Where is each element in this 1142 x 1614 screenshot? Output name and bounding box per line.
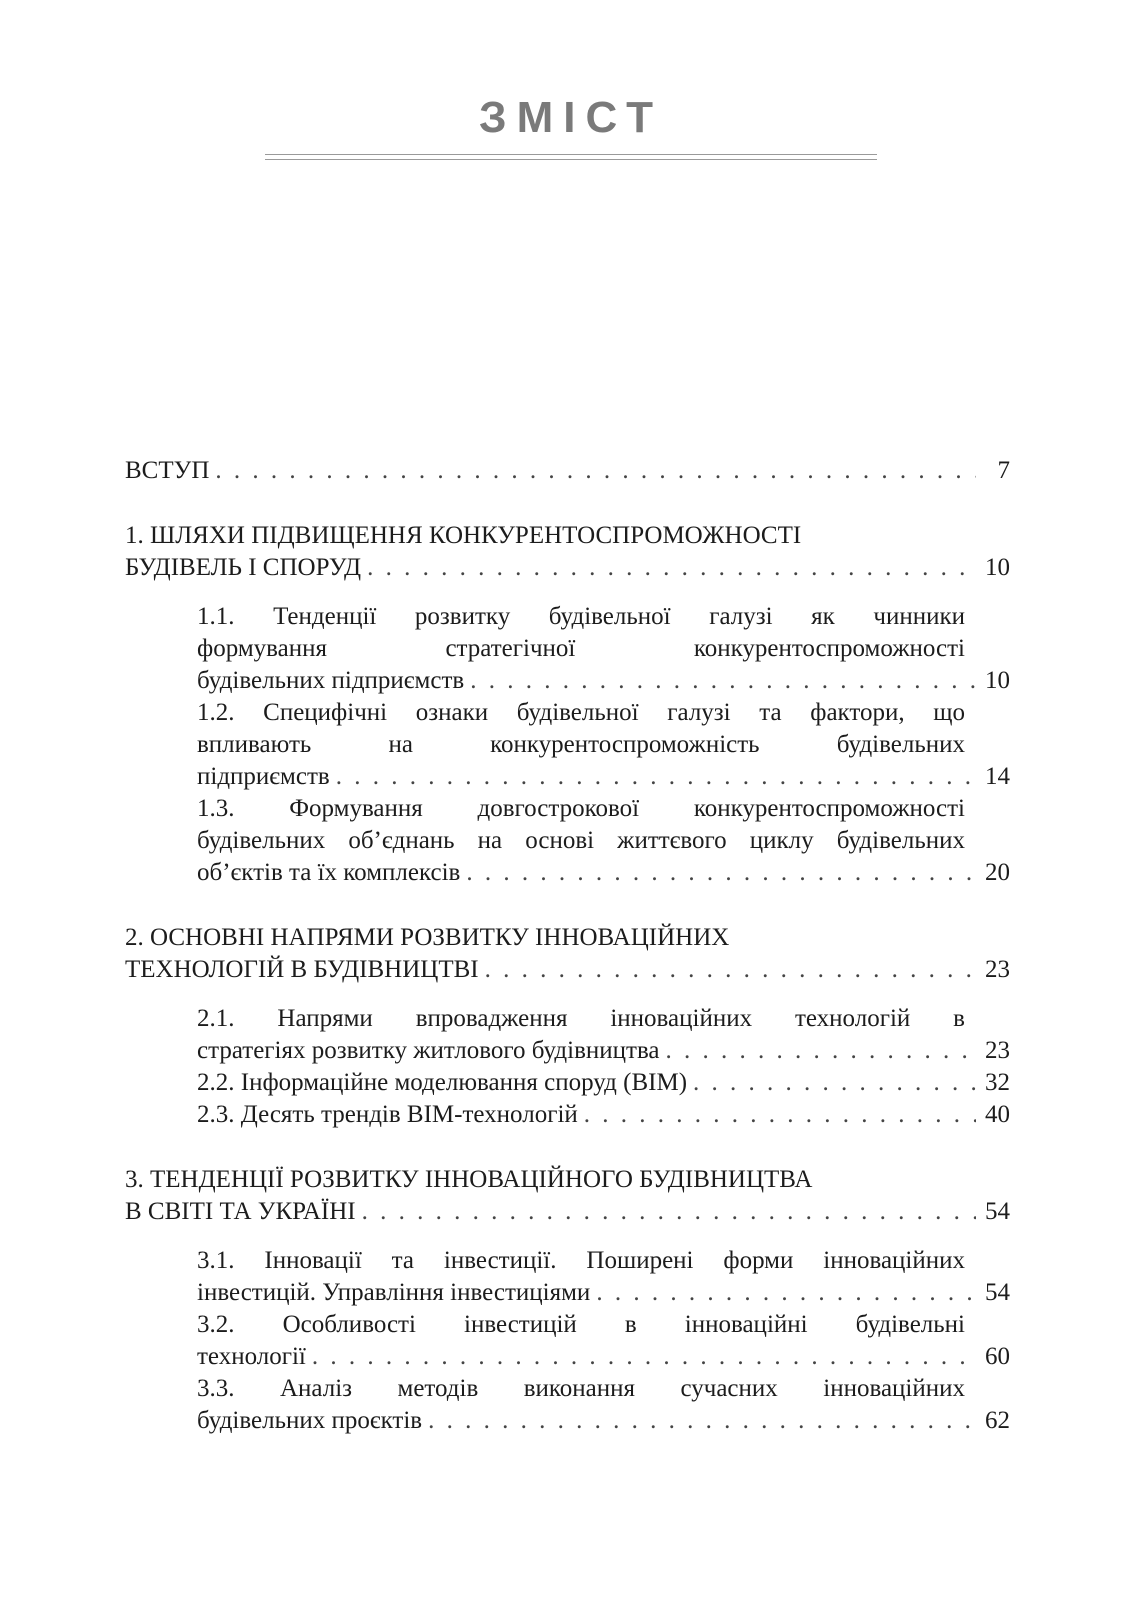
toc-entry-title: БУДІВЕЛЬ І СПОРУД — [125, 554, 362, 581]
leader-dots — [470, 665, 976, 697]
toc-entry-title: 2.3. Десять трендів BIM-технологій — [197, 1101, 578, 1128]
page-title: ЗМІСТ — [479, 93, 663, 142]
title-underline — [265, 154, 877, 160]
toc-entry-title: об’єктів та їх комплексів — [197, 859, 461, 886]
page-number: 54 — [985, 1279, 1010, 1306]
toc-entry-title: 3.2. Особливості інвестицій в інноваційні будівельні — [197, 1311, 965, 1338]
toc-entry-title: 2.1. Напрями впровадження інноваційних технологій в — [197, 1005, 965, 1032]
toc-section-2-line2[interactable] — [125, 954, 1010, 986]
leader-dots — [693, 1067, 976, 1099]
toc-entry-title: ТЕХНОЛОГІЙ В БУДІВНИЦТВІ — [125, 956, 479, 983]
page-number: 7 — [997, 457, 1010, 484]
leader-dots — [666, 1035, 976, 1067]
leader-dots — [312, 1341, 976, 1373]
toc-entry-intro[interactable] — [125, 455, 1010, 487]
leader-dots — [428, 1405, 976, 1437]
toc-subsection-2-1-line2 — [197, 1035, 1010, 1067]
toc-entry-title: інвестицій. Управління інвестиціями — [197, 1279, 591, 1306]
toc-subsection-2-2[interactable] — [197, 1067, 1010, 1099]
page-number: 14 — [985, 763, 1010, 790]
leader-dots — [336, 761, 976, 793]
toc-entry-title: стратегіях розвитку житлового будівництва — [197, 1037, 660, 1064]
toc-subsection-3-1[interactable] — [197, 1245, 1010, 1277]
leader-dots — [466, 857, 976, 889]
toc-subsection-3-2-line2 — [197, 1341, 1010, 1373]
page-number: 20 — [985, 859, 1010, 886]
page-number: 23 — [985, 956, 1010, 983]
toc-entry-title: підприємств — [197, 763, 330, 790]
toc-section-3-line2[interactable] — [125, 1196, 1010, 1228]
toc-entry-title: В СВІТІ ТА УКРАЇНІ — [125, 1198, 356, 1225]
toc-subsection-3-3-line2 — [197, 1405, 1010, 1437]
toc-entry-title: 2.2. Інформаційне моделювання споруд (BIM) — [197, 1069, 688, 1096]
page-number: 62 — [985, 1407, 1010, 1434]
toc-entry-title: 3.3. Аналіз методів виконання сучасних інноваційних — [197, 1375, 965, 1402]
toc-section-2-line1[interactable] — [125, 922, 1010, 954]
toc-subsection-1-3-line3 — [197, 857, 1010, 889]
toc-subsection-1-1[interactable] — [197, 601, 1010, 633]
leader-dots — [215, 455, 976, 487]
toc-subsection-1-2-line3 — [197, 761, 1010, 793]
toc-entry-title: впливають на конкурентоспроможність будівельних — [197, 731, 965, 758]
toc-entry-title: 2. ОСНОВНІ НАПРЯМИ РОЗВИТКУ ІННОВАЦІЙНИХ — [125, 924, 730, 951]
leader-dots — [584, 1099, 976, 1131]
toc-subsection-2-1[interactable] — [197, 1003, 1010, 1035]
toc-section-1-line1[interactable] — [125, 520, 1010, 552]
toc-entry-title: 3. ТЕНДЕНЦІЇ РОЗВИТКУ ІННОВАЦІЙНОГО БУДІВНИЦТВА — [125, 1166, 813, 1193]
toc-subsection-1-3[interactable] — [197, 793, 1010, 825]
page-number: 32 — [985, 1069, 1010, 1096]
page-number: 60 — [985, 1343, 1010, 1370]
leader-dots — [485, 954, 976, 986]
toc-entry-title: 1.2. Специфічні ознаки будівельної галузі та фактори, що — [197, 699, 965, 726]
toc-subsection-1-1-line3 — [197, 665, 1010, 697]
toc-entry-title: 3.1. Інновації та інвестиції. Поширені форми інноваційних — [197, 1247, 965, 1274]
toc-subsection-1-3-line2 — [197, 825, 1010, 857]
page-number: 10 — [985, 667, 1010, 694]
toc-entry-title: технології — [197, 1343, 306, 1370]
toc-section-3-line1[interactable] — [125, 1164, 1010, 1196]
leader-dots — [367, 552, 976, 584]
toc-entry-title: ВСТУП — [125, 457, 210, 484]
toc-subsection-3-3[interactable] — [197, 1373, 1010, 1405]
toc-subsection-1-2[interactable] — [197, 697, 1010, 729]
toc-subsection-3-2[interactable] — [197, 1309, 1010, 1341]
leader-dots — [362, 1196, 976, 1228]
toc-subsection-2-3[interactable] — [197, 1099, 1010, 1131]
page-number: 40 — [985, 1101, 1010, 1128]
leader-dots — [596, 1277, 976, 1309]
toc-entry-title: будівельних проєктів — [197, 1407, 423, 1434]
toc-entry-title: будівельних підприємств — [197, 667, 465, 694]
toc-entry-title: формування стратегічної конкурентоспроможності — [197, 635, 965, 662]
toc-entry-title: 1.1. Тенденції розвитку будівельної галузі як чинники — [197, 603, 965, 630]
toc-entry-title: будівельних об’єднань на основі життєвого циклу будівельних — [197, 827, 965, 854]
page-number: 23 — [985, 1037, 1010, 1064]
toc-subsection-1-1-line2 — [197, 633, 1010, 665]
page-number: 10 — [985, 554, 1010, 581]
toc-entry-title: 1. ШЛЯХИ ПІДВИЩЕННЯ КОНКУРЕНТОСПРОМОЖНОСТІ — [125, 522, 802, 549]
toc-entry-title: 1.3. Формування довгострокової конкурентоспроможності — [197, 795, 965, 822]
toc-subsection-3-1-line2 — [197, 1277, 1010, 1309]
page-number: 54 — [985, 1198, 1010, 1225]
toc-section-1-line2[interactable] — [125, 552, 1010, 584]
toc-subsection-1-2-line2 — [197, 729, 1010, 761]
